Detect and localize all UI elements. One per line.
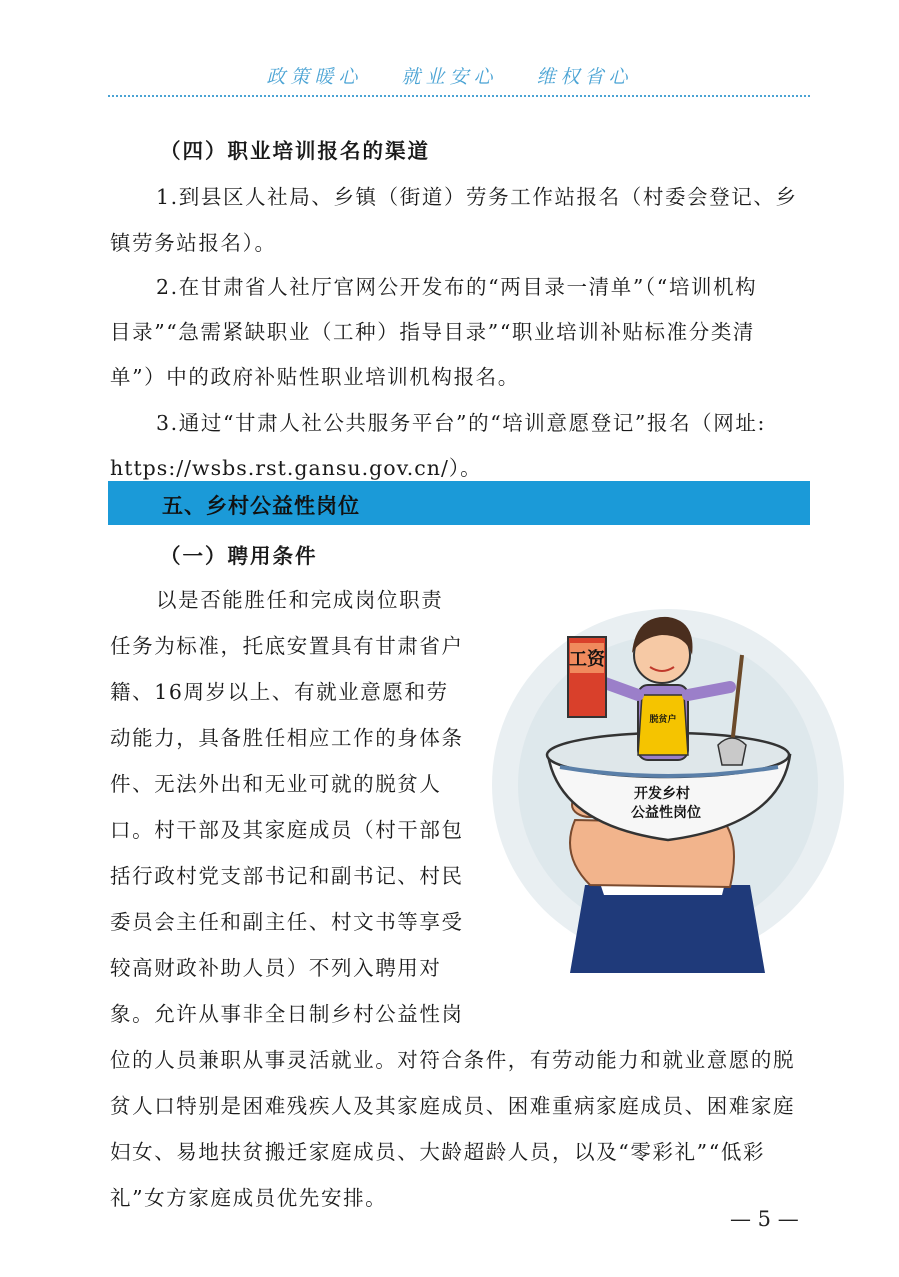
section4-item3-line1: 3.通过“甘肃人社公共服务平台”的“培训意愿登记”报名（网址: — [156, 411, 766, 435]
full-line-3: 妇女、易地扶贫搬迁家庭成员、大龄超龄人员，以及“零彩礼”“低彩 — [110, 1140, 766, 1164]
full-line-1: 位的人员兼职从事灵活就业。对符合条件，有劳动能力和就业意愿的脱 — [110, 1048, 796, 1072]
para-line-9: 较高财政补助人员）不列入聘用对 — [110, 956, 442, 980]
para-line-5: 件、无法外出和无业可就的脱贫人 — [110, 772, 442, 796]
section4-item1-line1: 1.到县区人社局、乡镇（街道）劳务工作站报名（村委会登记、乡 — [156, 185, 798, 209]
para-line-10: 象。允许从事非全日制乡村公益性岗 — [110, 1002, 464, 1026]
para-line-4: 动能力，具备胜任相应工作的身体条 — [110, 726, 464, 750]
suit-sleeve — [570, 885, 765, 973]
header-divider — [108, 95, 810, 97]
bowl-label-1: 开发乡村 — [634, 786, 690, 802]
para-line-6: 口。村干部及其家庭成员（村干部包 — [110, 818, 464, 842]
page-header — [0, 62, 899, 89]
cartoon-illustration — [490, 595, 846, 973]
section4-heading: （四）职业培训报名的渠道 — [160, 139, 430, 163]
full-line-4: 礼”女方家庭成员优先安排。 — [110, 1186, 388, 1210]
full-line-2: 贫人口特别是困难残疾人及其家庭成员、困难重病家庭成员、困难家庭 — [110, 1094, 796, 1118]
para-line-8: 委员会主任和副主任、村文书等享受 — [110, 910, 464, 934]
section4-item2-line1: 2.在甘肃省人社厅官网公开发布的“两目录一清单”（“培训机构 — [156, 275, 758, 299]
para-line-3: 籍、16周岁以上、有就业意愿和劳 — [110, 680, 449, 704]
page-number: — 5 — — [730, 1207, 799, 1231]
para-line-7: 括行政村党支部书记和副书记、村民 — [110, 864, 464, 888]
header-slogan-3: 维权省心 — [536, 66, 633, 88]
book-label: 工资 — [569, 649, 605, 670]
section5-subheading: （一）聘用条件 — [160, 544, 318, 568]
section4-item2-line2: 目录”“急需紧缺职业（工种）指导目录”“职业培训补贴标准分类清 — [110, 320, 756, 344]
apron — [638, 695, 688, 755]
header-slogan-2: 就业安心 — [401, 66, 498, 88]
section4-item1-line2: 镇劳务站报名）。 — [110, 231, 277, 255]
header-slogan-1: 政策暖心 — [266, 66, 363, 88]
section4-item2-line3: 单”）中的政府补贴性职业培训机构报名。 — [110, 365, 520, 389]
para-line-2: 任务为标准，托底安置具有甘肃省户 — [110, 634, 464, 658]
section5-title: 五、乡村公益性岗位 — [162, 494, 360, 518]
broom-head — [718, 738, 746, 765]
para-line-1: 以是否能胜任和完成岗位职责 — [156, 588, 444, 612]
section4-item3-line2: https://wsbs.rst.gansu.gov.cn/）。 — [110, 456, 482, 480]
apron-label: 脱贫户 — [649, 715, 677, 725]
bowl-label-2: 公益性岗位 — [631, 805, 701, 821]
